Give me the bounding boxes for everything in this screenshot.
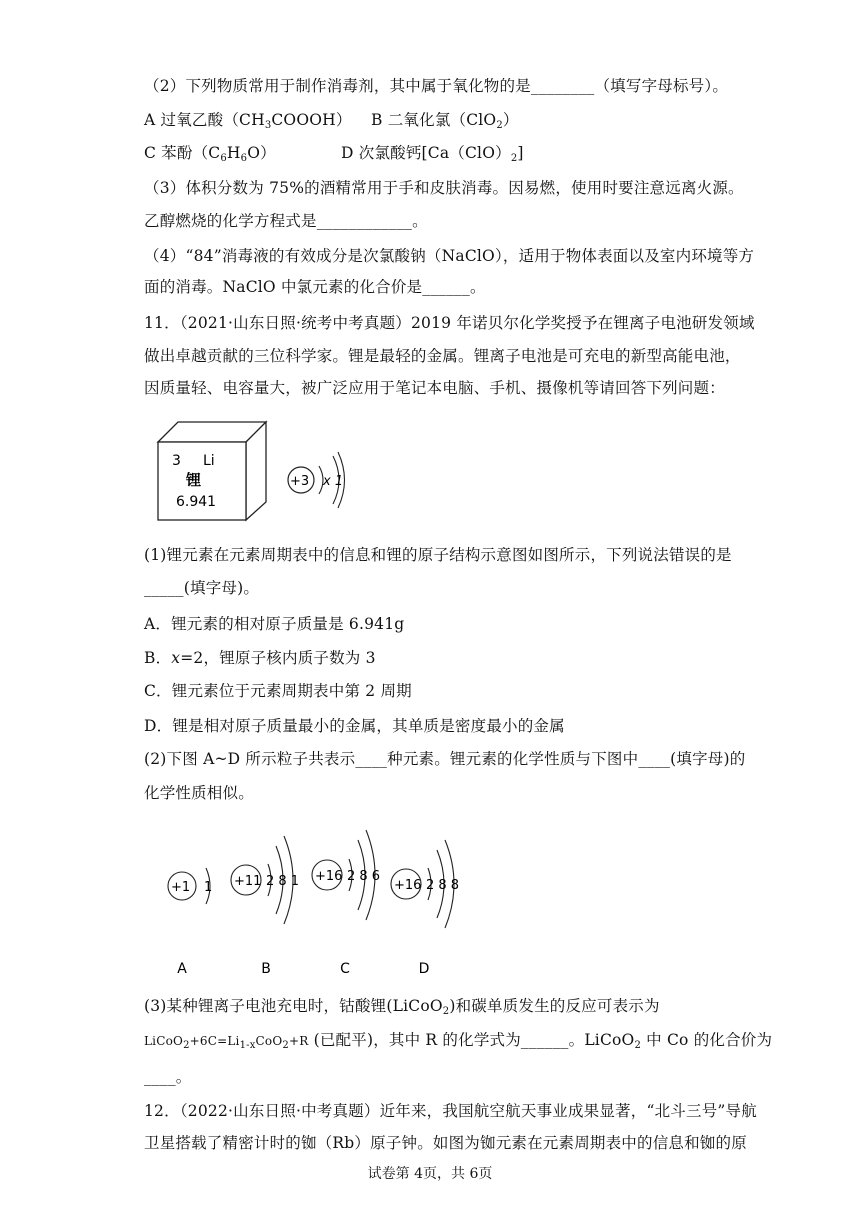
- element-name: 锂: [186, 471, 202, 489]
- particle-b-charge: +11: [234, 874, 262, 889]
- q11-part1-line1: (1)锂元素在元素周期表中的信息和锂的原子结构示意图如图所示，下列说法错误的是: [144, 546, 732, 564]
- element-atomic-number: 3: [172, 453, 181, 469]
- particle-c-charge: +16: [315, 869, 343, 884]
- q11-part3-line3: ____。: [144, 1068, 192, 1086]
- q10-option-b: B 二氧化氯（ClO$_2$）: [371, 111, 519, 131]
- q11-option-d: D．锂是相对原子质量最小的金属，其单质是密度最小的金属: [144, 717, 565, 735]
- lithium-nucleus-charge: +3: [290, 474, 310, 489]
- page-footer: 试卷第 4页，共 6页: [367, 1166, 493, 1182]
- particle-d-charge: +16: [394, 878, 422, 893]
- element-atomic-mass: 6.941: [176, 494, 217, 510]
- q10-part3-line1: （3）体积分数为 75%的酒精常用于手和皮肤消毒。因易燃，使用时要注意远离火源。: [144, 179, 744, 197]
- q11-part2-line1: (2)下图 A~D 所示粒子共表示____种元素。锂元素的化学性质与下图中____(填字母)的: [144, 750, 746, 768]
- q12-stem-line2: 卫星搭载了精密计时的铷（Rb）原子钟。如图为铷元素在元素周期表中的信息和铷的原: [144, 1134, 747, 1152]
- particle-c-shells: 2 8 6: [347, 869, 381, 884]
- q11-part2-line2: 化学性质相似。: [144, 784, 254, 802]
- particle-c-label: C: [340, 961, 350, 977]
- particle-d-shells: 2 8 8: [426, 878, 460, 893]
- q11-stem-line1: 11．（2021·山东日照·统考中考真题）2019 年诺贝尔化学奖授予在锂离子电池研发领域: [144, 314, 755, 332]
- particle-b-shells: 2 8 1: [266, 874, 300, 889]
- q11-stem-line2: 做出卓越贡献的三位科学家。锂是最轻的金属。锂离子电池是可充电的新型高能电池，: [144, 347, 741, 365]
- q10-option-c: C 苯酚$(C_6H_6O)$: [144, 144, 276, 164]
- particle-a-shells: 1: [204, 880, 213, 895]
- particle-diagrams: [160, 820, 480, 980]
- q11-stem-line3: 因质量轻、电容量大，被广泛应用于笔记本电脑、手机、摄像机等请回答下列问题：: [144, 379, 725, 397]
- q11-option-c: C．锂元素位于元素周期表中第 2 周期: [144, 682, 412, 700]
- q10-option-a: A 过氧乙酸$(CH_3COOOH)$: [144, 111, 352, 131]
- q12-stem-line1: 12．（2022·山东日照·中考真题）近年来，我国航空航天事业成果显著，“北斗三号”导航: [144, 1102, 757, 1120]
- q11-part1-line2: _____(填字母)。: [144, 579, 260, 597]
- lithium-shell-electrons: x 1: [323, 474, 344, 489]
- q10-part3-line2: 乙醇燃烧的化学方程式是____________。: [144, 212, 428, 230]
- lithium-atom-diagram: [288, 452, 345, 508]
- q11-part3-line2: $LiCoO_2+6C=Li_{1-x}CoO_2+R$ (已配平)，其中 R 的化学式为______。LiCoO$_2$ 中 Co 的化合价为: [144, 1031, 773, 1051]
- q10-option-d: D 次氯酸钙$[Ca(ClO)_2]$: [341, 144, 524, 164]
- q10-part2: （2）下列物质常用于制作消毒剂，其中属于氧化物的是________（填写字母标号）。: [144, 77, 729, 95]
- lithium-figure: [150, 414, 350, 526]
- particle-a-charge: +1: [171, 880, 191, 895]
- q10-part4-line1: （4）“84”消毒液的有效成分是次氯酸钠（NaClO），适用于物体表面以及室内环境等方: [144, 247, 755, 265]
- q10-part4-line2: 面的消毒。NaClO 中氯元素的化合价是______。: [144, 278, 486, 296]
- particle-a-label: A: [177, 961, 187, 977]
- element-symbol: Li: [203, 453, 215, 469]
- reaction-equation: $LiCoO_2+6C=Li_{1-x}CoO_2+R$: [144, 1034, 309, 1051]
- q11-option-a: A．锂元素的相对原子质量是 6.941g: [144, 615, 405, 633]
- q11-option-b: B．x=2，锂原子核内质子数为 3: [144, 649, 376, 667]
- particle-d-label: D: [418, 961, 430, 977]
- particle-b-label: B: [261, 961, 271, 977]
- q11-part3-line1: (3)某种锂离子电池充电时，钴酸锂(LiCoO$_2$)和碳单质发生的反应可表示为: [144, 997, 660, 1017]
